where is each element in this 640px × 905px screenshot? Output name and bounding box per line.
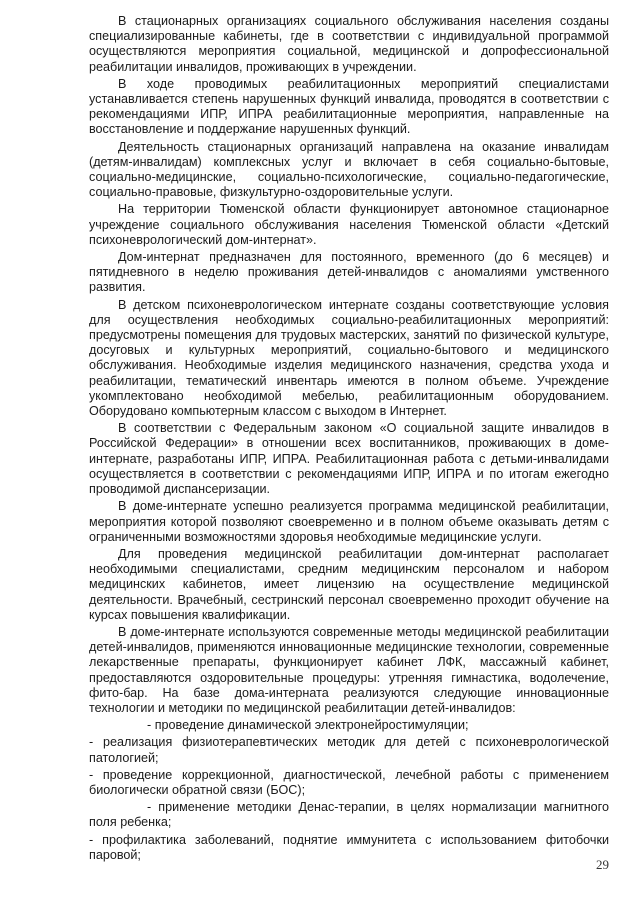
paragraph: В детском психоневрологическом интернате созданы соответствующие условия для осуществления необходимых социально-реабилитационных мероприятий: предусмотрены помещения для трудовых мастерских, занятий по физической культуре, досуговых и культурных мероприятий, социально-бытового и медицинского обслуживания. Необходимые изделия медицинского назначения, средства ухода и реабилитации, тематический инвентарь имеются в полном объеме. Учреждение укомплектовано необходимой мебелью, реабилитационным оборудованием. Оборудовано компьютерным классом с выходом в Интернет. — [89, 297, 609, 419]
list-item: - профилактика заболеваний, поднятие иммунитета с использованием фитобочки паровой; — [89, 832, 609, 862]
list-item: - реализация физиотерапевтических методик для детей с психоневрологической патологией; — [89, 735, 609, 765]
list-item: - проведение динамической электронейростимуляции; — [147, 718, 469, 733]
paragraph: В доме-интернате используются современные методы медицинской реабилитации детей-инвалидов, применяются инновационные медицинские технологии, современные лекарственные препараты, функционирует кабинет ЛФК, массажный кабинет, предоставляются оздоровительные процедуры: утренняя гимнастика, водолечение, фито-бар. На базе дома-интерната реализуются следующие инновационные технологии и методики по медицинской реабилитации детей-инвалидов: — [89, 624, 609, 715]
paragraph: Деятельность стационарных организаций направлена на оказание инвалидам (детям-инвалидам) комплексных услуг и включает в себя социально-бытовые, социально-медицинские, социально-психологические, социально-педагогические, социально-правовые, физкультурно-оздоровительные услуги. — [89, 139, 609, 200]
paragraph: Для проведения медицинской реабилитации дом-интернат располагает необходимыми специалистами, средним медицинским персоналом и набором медицинских кабинетов, имеет лицензию на осуществление медицинской деятельности. Врачебный, сестринский персонал своевременно проходит обучение на курсах повышения квалификации. — [89, 546, 609, 622]
list-item: - проведение коррекционной, диагностической, лечебной работы с применением биологически обратной связи (БОС); — [89, 767, 609, 797]
paragraph: В доме-интернате успешно реализуется программа медицинской реабилитации, мероприятия которой позволяют своевременно и в полном объеме оказывать детям с ограниченными возможностями здоровья необходимые медицинские услуги. — [89, 499, 609, 544]
page-number: 29 — [596, 857, 609, 872]
paragraph: В ходе проводимых реабилитационных мероприятий специалистами устанавливается степень нарушенных функций инвалида, проводятся в соответствии с рекомендациями ИПР, ИПРА реабилитационные мероприятия, направленные на восстановление и поддержание нарушенных функций. — [89, 76, 609, 137]
paragraph: Дом-интернат предназначен для постоянного, временного (до 6 месяцев) и пятидневного в неделю проживания детей-инвалидов с аномалиями умственного развития. — [89, 250, 609, 295]
paragraph: На территории Тюменской области функционирует автономное стационарное учреждение социального обслуживания населения Тюменской области «Детский психоневрологический дом-интернат». — [89, 202, 609, 247]
document-body — [89, 14, 609, 865]
paragraph: В соответствии с Федеральным законом «О социальной защите инвалидов в Российской Федерации» в отношении всех воспитанников, проживающих в доме-интернате, разработаны ИПР, ИПРА. Реабилитационная работа с детьми-инвалидами осуществляется в соответствии с рекомендациями ИПР, ИПРА и по итогам ежегодно проводимой диспансеризации. — [89, 421, 609, 497]
list-item: - применение методики Денас-терапии, в целях нормализации магнитного поля ребенка; — [89, 800, 609, 830]
paragraph: В стационарных организациях социального обслуживания населения созданы специализированные кабинеты, где в соответствии с индивидуальной программой осуществляются мероприятия социальной, медицинской и допрофессиональной реабилитации инвалидов, проживающих в учреждении. — [89, 14, 609, 74]
